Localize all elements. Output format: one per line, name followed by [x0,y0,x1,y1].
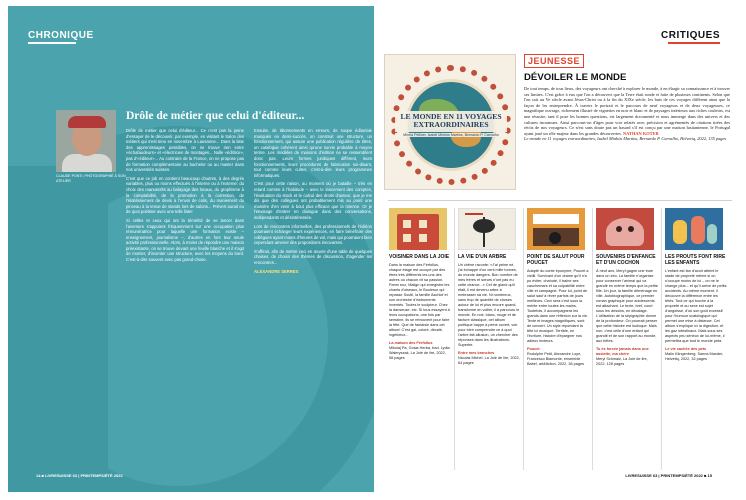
article-paragraph: C'est pour cette raison, au moment où je bataille – très en retard comme à l'habitude – avec le lancement des comptes, l'évaluation du stock et le calcul des droits d'auteur, que je me dis que des collègues ont probablement mis au point une manière d'en venir à bout plus efficace que la mienne. Or je l'envisage d'entrer en dialogue dans des conversations, indépendants et désintéressée. [254,181,372,220]
short-review-body: À neuf ans, Meryl gagne une truie dans un loto. La famille n'organise pour conserver l'animal qui va grandir en même temps que la petite fille. Un jour, la famille déménage en ville. Autobiographique, ce premier roman graphique pour adolescents est attachant. Le texte, bref, court sous les dessins, en décalage. L'utilisation de la sépigraphie donne de la profondeur. On pourrait penser que cette histoire est loufoque. Mais non, c'est celle d'une enfant qui grandit et de son rapport au monde, aux bêtes. [596,269,658,343]
review-byline: NATHAN KOTER [623,130,659,136]
cover-title: LE MONDE EN 11 VOYAGES EXTRAORDINAIRES [395,111,507,132]
section-rule [28,42,76,44]
short-review [389,208,451,361]
column-separator [592,208,593,470]
column-separator [523,208,524,470]
section-label-chronique: CHRONIQUE [28,30,94,41]
short-review-series: Poucet [527,347,540,351]
short-review [527,208,589,367]
book-cover-main [384,54,516,190]
short-review-series: Entre mes branches [458,351,495,355]
short-review-meta: Malin Klingenberg, Sanna Mander, Helvetiq, 2022, 32 pages [665,352,724,361]
cover-authors: Mireia Pellicer, Isabel Minhós Martins, Bernardo P. Carvalho [395,133,507,137]
article-column-1 [126,128,244,266]
short-review-meta: Mikolaj Pa, Gosia Herba, trad. Lydia Waleryszak, La Joie de lire, 2022, 56 pages [389,346,450,360]
short-review-body: L'enfant est fan d'avoir atteint le stade de propreté même si on s'occupe moins de lui – on ne le change plus – et qu'il arrive de petits accidents. Au même moment, il découvre la différence entre les tétés. Tout ce qui touche à la propreté et au sexe est sujet d'angoisse, d'où son goût excessif pour l'humour scatologique qui permet une mise à distance. Cet album s'explique ici la digestion, et les gaz intestinaux. Mais sous ses aspects peu sérieux de lui-même, il permettra que tout le monde peta. [665,269,727,343]
short-review-meta: Meryl Schmalz, La Joie de lire, 2022, 128 pages [596,357,648,366]
short-review-body: Adapté du conte éponyme, Poucet a vieilli. Survivant d'un drame qu'il n'a pu éviter, chahuté, il traîne ses cauchemars et sa culpabilité entre ville et campagne. Pour lui, point de salut sauf à rêver parfois de jours meilleurs. Ceci sera c'est sous la mérite entre toutes les mains. Toutefois, il accompagnera les grands dans une réflexion sur la vie. Texte et images magnifiques, sont de concert. Un style répondant la tête ici musique. Terrible, en l'écriture, histoire d'épargner nos adieux lecteurs. [527,269,589,343]
category-label: JEUNESSE [524,54,584,68]
column-separator [661,208,662,470]
article-title: Drôle de métier que celui d'éditeur... [126,110,305,122]
short-review-title: POINT DE SALUT POUR POUCET [527,254,585,266]
review-text: De tout temps, de tous lieux, des voyageurs ont cherché à explorer le monde, à en élargir sa connaissance et à trouver ses limites. C'est grâce à eux que l'on a découvert que la Terre était ronde et faite de plusieurs continents. Selon que l'on soit au Ve siècle avant Jésus-Christ ou à la fin du XIXe siècle, les buts de ces voyages diffèrent ainsi que la façon de les entreprendre. À travers le portrait et le parcours de neuf voyageurs et de deux voyageuses, ce magnifique ouvrage, richement illustré de vignettes en noir et blanc et de paysages intérieurs aux riches couleurs, est une réussite, tant il pose les bonnes questions, est largement documenté et nous immerge dans des univers et des cultures inconnues. Ainsi parcourt-on d'âges pour voir relatés avec précision et agrémentés de citations tirées des récits de nos voyageurs. Ce n'est sans doute pas un hasard s'il est conçu par une maison lusitanienne, le Portugal ayant joué un rôle majeur dans les grandes découvertes. [524,86,730,136]
short-review-title: SOUVENIRS D'ENFANCE ET D'UN COCHON [596,254,656,266]
photo-caption: CLAUDE PONTI, PHOTOGRAPHIÉ À SON ATELIER [56,174,126,183]
short-review-title: LES PROUTS FONT RIRE LES ENFANTS [665,254,726,266]
short-review-title: VOISINER DANS LA JOIE [389,254,450,260]
review-reference: Le monde en 11 voyages extraordinaires, Isabel Minhós Martins, Bernardo P. Carvalho, Helvetiq, 2022, 135 pages [524,136,727,142]
book-cover-thumb [527,208,585,250]
short-review [596,208,658,367]
book-cover-thumb [458,208,516,250]
left-page [8,6,374,492]
article-paragraph: Drôle de métier que celui d'éditeur... Ce n'est pas la peine d'essayer de le découvrir, par exemple, en visitant le Salon des métiers qui s'est tenu en novembre à Lausanne... Dans la liste des apprentissages possibles, on ne trouve rien entre «échafaudeurs» et «électricien de montages... Nulle «éditrice», pas d'«éditeur»... Au contraire de la France, on ne propose pas de formation complémentaire au bachelor ou au master dans nos universités suisses. [126,128,244,173]
section-divider [388,200,732,201]
short-review-meta: Nicolas Michel, La Joie de lire, 2022, 64 pages [458,356,520,365]
article-paragraph: Ensuite, de tâtonnements en erreurs, de soupe éditoriale manqués en demi-succès, on construit une structure, un fonctionnement, qui assure une publication régulière de titres, un catalogue cohérent ainsi qu'une survie probable à moyen terme. Les modèles de maisons d'édition ne se ressemblent donc pas. Leurs formes juridiques diffèrent, leurs fonctionnements, leurs procédures de fabrication soi-disant, tout comme leurs cultes, c'est-à-dire leurs programmes informatiques. [254,128,372,178]
article-byline: ALEXANDRE SERRES [254,268,299,274]
review-title: DÉVOILER LE MONDE [524,72,627,83]
article-paragraph: S'uffirait, afin de mettre ceci en œuvre d'une table de quelques chaises, de choisir des thèmes de discussion, d'agender les rencontres... [254,248,372,266]
article-paragraph: Lors de rencontres informelles, des professionnels de l'édition pourraient échanger leurs expériences, en faire bénéficier des collègues ayant moins d'heures de vol, mais qui pourraient bien cependant amener des propositions innovantes. [254,223,372,246]
book-cover-thumb [389,208,447,250]
article-column-2 [254,128,372,277]
section-label-critiques: CRITIQUES [661,30,720,41]
short-review-series: La maison des Férfollus [389,341,433,345]
short-review-series: Tu es forcée jamais dans une assiette, ma chère [596,347,649,356]
decorative-d-stem [8,166,108,492]
page-footer-right: LIVRESUISSE 63 | PRINTEMPS/ÉTÉ 2022 ■ 15 [625,473,712,478]
book-cover-thumb [596,208,654,250]
article-paragraph: Si celles et ceux qui ont la témérité de se lancer dans l'aventure s'appuient fréquemment sur une occupation plus rémunératrice pour laquelle une formation existe – enseignement, journalisme –, d'autres en font leur seule activité professionnelle. Alors, à moins de répondre une maison préexistante, on se trouve devant une feuille blanche et il s'agit de monter, d'inventer une structure, avec les moyens du bord. C'est-à-dire souvent avec pas grand-chose. [126,217,244,263]
review-body [524,86,730,142]
short-review [458,208,520,366]
short-review [665,208,727,362]
author-photo [56,110,116,172]
column-separator [454,208,455,470]
short-review-body: Un chêne raconte: «J'ai peine né, j'ai échappé d'un cent mille tonnes, du monde dangers. Bon nombre de mes frères et sœurs n'ont pas eu cette chance...» Cet de gland qu'il était, il est devenu arbre à embrasser sa vie. Ni nombreux, sans trop de quantité de choses autour de lui et plus encore quand, transformé en voilier, il a parcouru le monde. En noir, blanc, rouge et de facture classique, cet album poétique happe à peine ouvert, voir pour bien comprendre ce à quoi l'arbre fait allusion, un chercher des réponses dans les illustrations. Superbe. [458,263,520,347]
short-review-meta: Rodolphe Petit, Alexandre Loye, Francesco Biamonte, ensemble Babel, art&fiction, 2022, 36 pages [527,352,584,366]
article-paragraph: C'est que ce job en contient beaucoup d'autres, à des degrés variables, plus ou moins effectués à l'interne ou à l'externe: du choix des manuscrits au balayage des locaux, du graphisme à la comptabilité, de la promotion à la correction, de l'établissement de devis à l'envoi de colis, du maniement du pinceau à la tenue de stands lors de salons... Prévert aurait eu de quoi poétiser avec une telle liste! [126,175,244,215]
book-cover-thumb [665,208,723,250]
short-review-series: Le vie cachée des pets [665,347,707,351]
short-review-body: Dans la maison des Férfollus, chaque étage est occupé par des êtres très différents les uns des autres où chacun vit sa passion. Parmi eux, Malign qui enregistre les chants d'oiseaux, le Boulesur qui repasse Soutil, la famille Aschlof et son orchestre d'instruments inventés. Toutes le sculpteur. Chez la danseuse, etc. Si tous essayent à leurs occupations, une fois par semaine, ils se retrouvent pour faire la fête. Que de fantaisie dans cet album! C'est gai, coloré, décalé, ingénieux... [389,263,450,337]
short-review-title: LA VIE D'UN ARBRE [458,254,507,260]
section-rule [668,42,720,44]
page-footer-left: 14 ■ LIVRESUISSE 63 | PRINTEMPS/ÉTÉ 2022 [36,473,123,478]
